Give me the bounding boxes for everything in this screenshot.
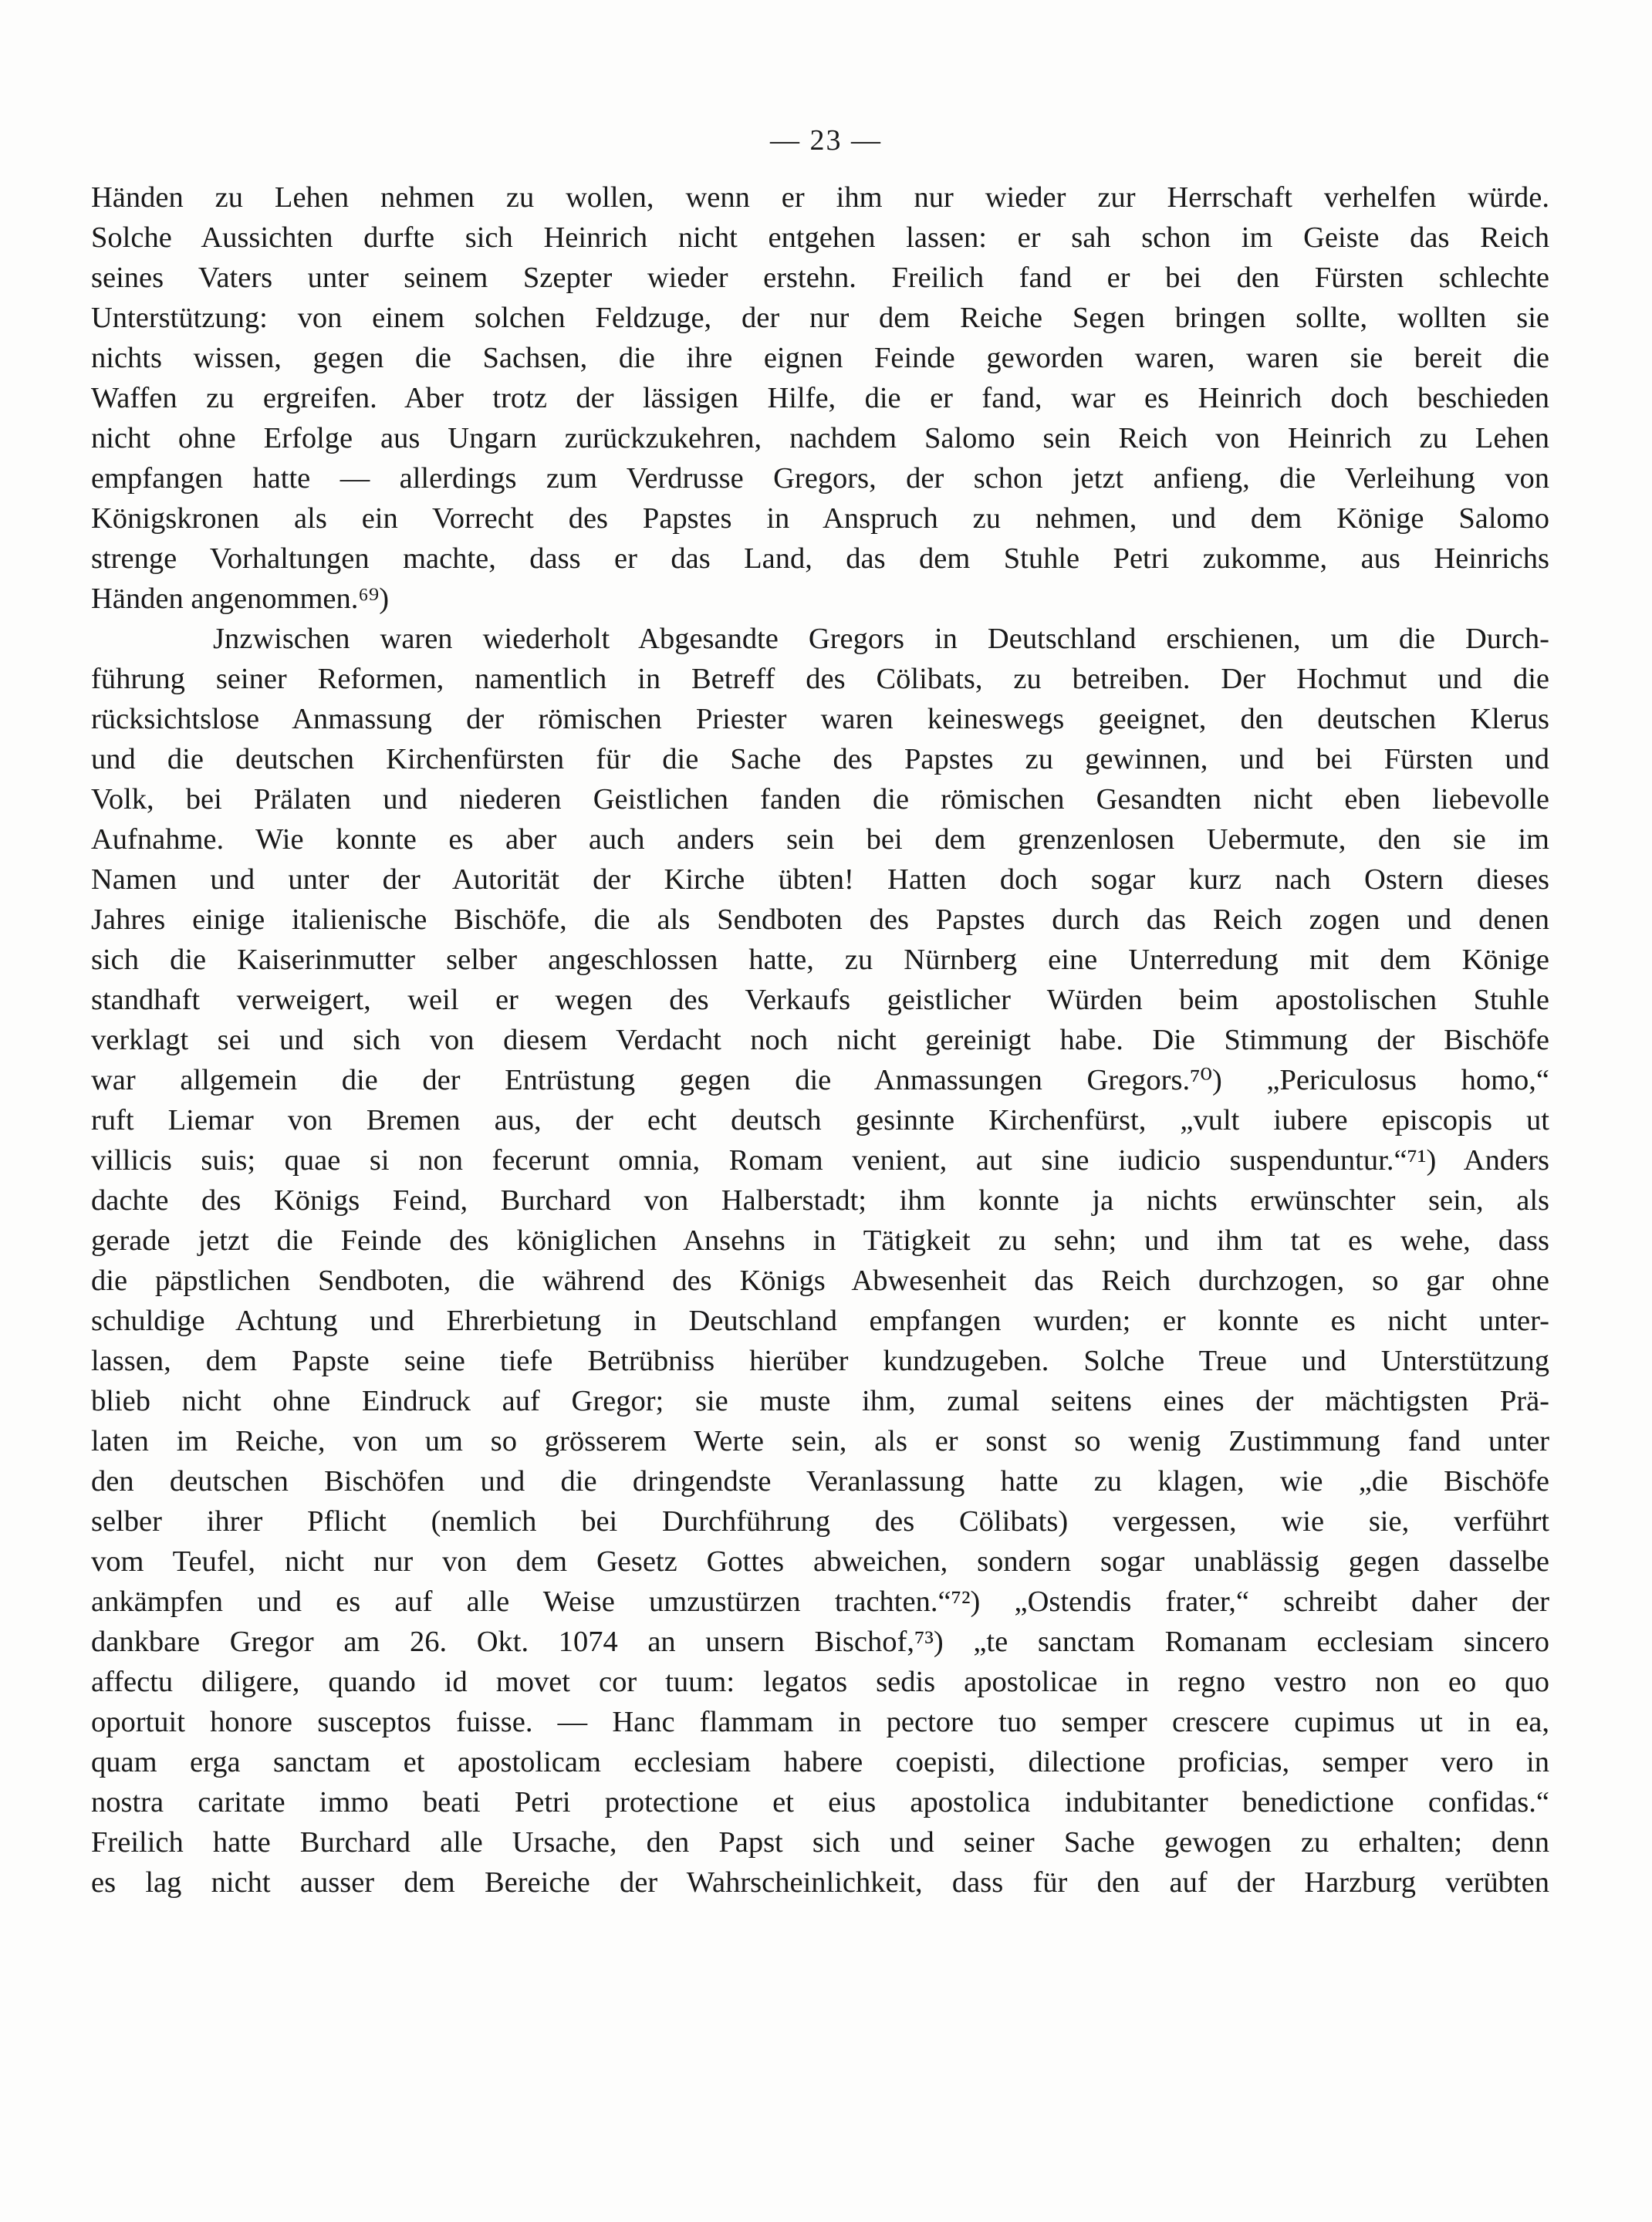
text-line: empfangen hatte — allerdings zum Verdrusse Gregors, der schon jetzt anfieng, die Verleihung von — [91, 462, 1549, 495]
text-line: vom Teufel, nicht nur von dem Gesetz Gottes abweichen, sondern sogar unablässig gegen dasselbe — [91, 1545, 1549, 1578]
paragraph-start-line: Jnzwischen waren wiederholt Abgesandte Gregors in Deutschland erschienen, um die Durch- — [213, 623, 1549, 655]
text-line: den deutschen Bischöfen und die dringendste Veranlassung hatte zu klagen, wie „die Bischöfe — [91, 1465, 1549, 1498]
text-line: war allgemein die der Entrüstung gegen die Anmassungen Gregors.⁷⁰) „Periculosus homo,“ — [91, 1064, 1549, 1096]
text-line: laten im Reiche, von um so grösserem Werte sein, als er sonst so wenig Zustimmung fand unter — [91, 1425, 1549, 1457]
text-line: ruft Liemar von Bremen aus, der echt deutsch gesinnte Kirchenfürst, „vult iubere episcopis ut — [91, 1104, 1549, 1136]
text-line: Aufnahme. Wie konnte es aber auch anders sein bei dem grenzenlosen Uebermute, den sie im — [91, 823, 1549, 856]
text-line: nostra caritate immo beati Petri protectione et eius apostolica indubitanter benedictione confidas.“ — [91, 1786, 1549, 1818]
text-line: lassen, dem Papste seine tiefe Betrübniss hierüber kundzugeben. Solche Treue und Unterstützung — [91, 1345, 1549, 1377]
text-line: Königskronen als ein Vorrecht des Papstes in Anspruch zu nehmen, und dem Könige Salomo — [91, 502, 1549, 535]
text-line: rücksichtslose Anmassung der römischen Priester waren keineswegs geeignet, den deutschen Klerus — [91, 703, 1549, 735]
text-line: Solche Aussichten durfte sich Heinrich nicht entgehen lassen: er sah schon im Geiste das Reich — [91, 221, 1549, 254]
text-line: schuldige Achtung und Ehrerbietung in Deutschland empfangen wurden; er konnte es nicht unter- — [91, 1305, 1549, 1337]
body-text — [91, 177, 1549, 1903]
page-number: — 23 — — [770, 124, 882, 157]
text-line: Händen zu Lehen nehmen zu wollen, wenn er ihm nur wieder zur Herrschaft verhelfen würde. — [91, 181, 1549, 214]
text-line: nichts wissen, gegen die Sachsen, die ihre eignen Feinde geworden waren, waren sie bereit die — [91, 342, 1549, 374]
text-line: seines Vaters unter seinem Szepter wieder erstehn. Freilich fand er bei den Fürsten schlechte — [91, 262, 1549, 294]
text-line: Waffen zu ergreifen. Aber trotz der lässigen Hilfe, die er fand, war es Heinrich doch beschieden — [91, 382, 1549, 414]
text-line: blieb nicht ohne Eindruck auf Gregor; sie muste ihm, zumal seitens eines der mächtigsten Prä- — [91, 1385, 1549, 1417]
text-line: ankämpfen und es auf alle Weise umzustürzen trachten.“⁷²) „Ostendis frater,“ schreibt daher der — [91, 1585, 1549, 1618]
text-line: strenge Vorhaltungen machte, dass er das Land, das dem Stuhle Petri zukomme, aus Heinrichs — [91, 542, 1549, 575]
text-line: affectu diligere, quando id movet cor tuum: legatos sedis apostolicae in regno vestro non eo quo — [91, 1666, 1549, 1698]
text-line: Volk, bei Prälaten und niederen Geistlichen fanden die römischen Gesandten nicht eben liebevolle — [91, 783, 1549, 816]
paragraph-end-line: Händen angenommen.⁶⁹) — [91, 583, 390, 615]
text-line: die päpstlichen Sendboten, die während des Königs Abwesenheit das Reich durchzogen, so gar ohne — [91, 1265, 1549, 1297]
text-line: es lag nicht ausser dem Bereiche der Wahrscheinlichkeit, dass für den auf der Harzburg verübten — [91, 1866, 1549, 1899]
text-line: Unterstützung: von einem solchen Feldzuge, der nur dem Reiche Segen bringen sollte, wollten sie — [91, 302, 1549, 334]
text-line: und die deutschen Kirchenfürsten für die Sache des Papstes zu gewinnen, und bei Fürsten und — [91, 743, 1549, 775]
text-line: nicht ohne Erfolge aus Ungarn zurückzukehren, nachdem Salomo sein Reich von Heinrich zu Lehen — [91, 422, 1549, 454]
text-line: dachte des Königs Feind, Burchard von Halberstadt; ihm konnte ja nichts erwünschter sein, als — [91, 1184, 1549, 1217]
text-line: Freilich hatte Burchard alle Ursache, den Papst sich und seiner Sache gewogen zu erhalten; denn — [91, 1826, 1549, 1859]
text-line: sich die Kaiserinmutter selber angeschlossen hatte, zu Nürnberg eine Unterredung mit dem Könige — [91, 944, 1549, 976]
text-line: Jahres einige italienische Bischöfe, die als Sendboten des Papstes durch das Reich zogen und denen — [91, 903, 1549, 936]
text-line: dankbare Gregor am 26. Okt. 1074 an unsern Bischof,⁷³) „te sanctam Romanam ecclesiam sincero — [91, 1626, 1549, 1658]
text-line: standhaft verweigert, weil er wegen des Verkaufs geistlicher Würden beim apostolischen Stuhle — [91, 984, 1549, 1016]
text-line: villicis suis; quae si non fecerunt omnia, Romam venient, aut sine iudicio suspenduntur.“⁷¹) Anders — [91, 1144, 1549, 1177]
text-line: führung seiner Reformen, namentlich in Betreff des Cölibats, zu betreiben. Der Hochmut und die — [91, 663, 1549, 695]
text-line: verklagt sei und sich von diesem Verdacht noch nicht gereinigt habe. Die Stimmung der Bischöfe — [91, 1024, 1549, 1056]
text-line: gerade jetzt die Feinde des königlichen Ansehns in Tätigkeit zu sehn; und ihm tat es wehe, dass — [91, 1224, 1549, 1257]
text-line: Namen und unter der Autorität der Kirche übten! Hatten doch sogar kurz nach Ostern dieses — [91, 863, 1549, 896]
text-line: selber ihrer Pflicht (nemlich bei Durchführung des Cölibats) vergessen, wie sie, verführt — [91, 1505, 1549, 1538]
text-line: oportuit honore susceptos fuisse. — Hanc flammam in pectore tuo semper crescere cupimus ut in ea, — [91, 1706, 1549, 1738]
text-line: quam erga sanctam et apostolicam ecclesiam habere coepisti, dilectione proficias, semper vero in — [91, 1746, 1549, 1778]
